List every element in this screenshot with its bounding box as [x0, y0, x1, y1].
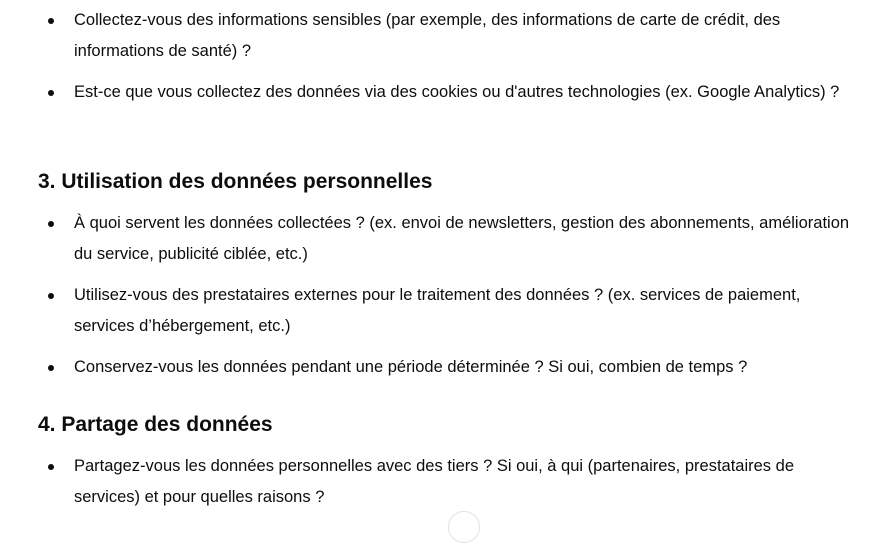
bullet-icon — [48, 464, 54, 470]
list-item — [74, 77, 864, 108]
list-item-text: Collectez-vous des informations sensibles (par exemple, des informations de carte de crédit, des informations de santé) ? — [74, 11, 781, 60]
bullet-icon — [48, 18, 54, 24]
list-item — [74, 352, 864, 383]
section-heading-sharing: 4. Partage des données — [38, 413, 273, 436]
bullet-icon — [48, 293, 54, 299]
bullet-icon — [48, 365, 54, 371]
list-item — [74, 208, 864, 270]
section-heading-usage: 3. Utilisation des données personnelles — [38, 170, 433, 193]
bullet-icon — [48, 221, 54, 227]
list-item — [74, 451, 864, 513]
bullet-icon — [48, 90, 54, 96]
list-item-text: Est-ce que vous collectez des données via des cookies ou d'autres technologies (ex. Google Analytics) ? — [74, 83, 840, 101]
list-item-text: Conservez-vous les données pendant une période déterminée ? Si oui, combien de temps ? — [74, 358, 748, 376]
list-item-text: À quoi servent les données collectées ? (ex. envoi de newsletters, gestion des abonnements, amélioration du service, publicité ciblée, etc.) — [74, 214, 850, 263]
list-item — [74, 280, 864, 342]
list-item — [74, 5, 864, 67]
list-item-text: Partagez-vous les données personnelles avec des tiers ? Si oui, à qui (partenaires, prestataires de services) et pour quelles raisons ? — [74, 457, 794, 506]
list-item-text: Utilisez-vous des prestataires externes pour le traitement des données ? (ex. services de paiement, services d’hébergement, etc.) — [74, 286, 801, 335]
scroll-down-button[interactable] — [448, 511, 480, 543]
